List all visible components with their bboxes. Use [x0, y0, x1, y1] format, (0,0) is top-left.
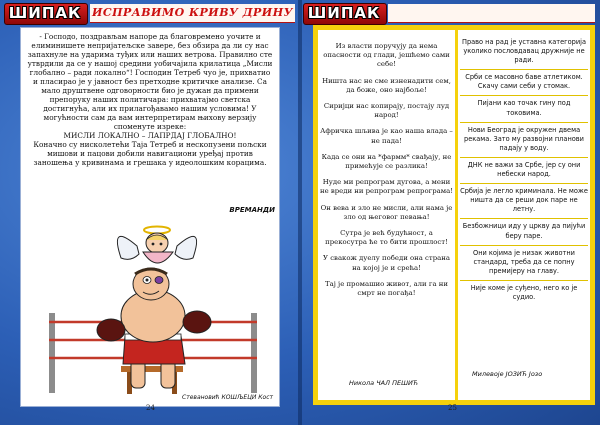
author-signature-left: Никола ЧАЛ ПЕШИЋ [349, 379, 418, 387]
aphorism: Афричка шљива је као наша влада – не пада! [320, 127, 453, 145]
aphorism: Срби се масовно баве атлетиком. Скачу сами себи у стомак. [460, 70, 588, 96]
aphorism: Сиријци нас копирају, постају луд народ! [323, 102, 450, 120]
logo-text: ШИПАК [8, 4, 82, 22]
aphorism: Србија је легло криминала. Не може ништа да се реши док паре не летну. [460, 184, 588, 219]
aphorism: Нуде ми репрограм дугова, а мени не вреди ни репрограм репрограма! [320, 178, 453, 196]
logo-text: ШИПАК [307, 4, 381, 22]
author-signature-right: Милевоје ЈОЗИЋ Јозо [472, 370, 543, 378]
aphorism: Право на рад је уставна категорија уколико пословдавац дружније не ради. [460, 35, 588, 70]
ring-post [251, 313, 257, 393]
aphorism: Безбожници иду у цркву да пијући беру паре. [460, 219, 588, 245]
header-title: ИСПРАВИМО КРИВУ ДРИНУ [90, 4, 295, 23]
page-spine [298, 0, 302, 425]
aphorism-column-right [458, 30, 590, 400]
article-paragraph: Коначно су нисколетећи Таја Тетреб и нескопузени пољски мишови и пацови добили навигациони уређај против заношења у кривинама и грешака у идеолошким корацима. [33, 140, 267, 167]
aphorism: Сутра је већ будућност, а прекосутра ће то бити прошлост! [325, 229, 448, 247]
boxing-glove [97, 319, 125, 341]
article-signature: ВРЕМАНДИ [229, 206, 275, 214]
aphorism: Из власти поручују да нема опасности од глади, јешћемо сами себе! [323, 42, 450, 69]
aphorism: Када се они на *фармм* свађају, не примећује се разлика! [321, 152, 452, 171]
page-number-left: 24 [146, 404, 155, 412]
logo-right [303, 3, 385, 23]
page-number-right: 25 [448, 404, 457, 412]
aphorism: Нови Београд је окружен двема рекама. Зато му развојни планови падају у воду. [460, 123, 588, 158]
aphorism-list [460, 35, 588, 306]
header-bar-right [388, 4, 595, 23]
aphorism: Они којима је низак животни стандард, треба да се попну премијеру на главу. [460, 246, 588, 281]
aphorism: Он вева и зло не мисли, али нама је зло од његовог певања! [320, 203, 453, 221]
ring-post [49, 313, 55, 393]
right-page [313, 25, 595, 405]
aphorism: Ништа нас не сме изненадити сем, да боже, оно најбоље! [322, 76, 451, 94]
aphorism-list [320, 42, 453, 305]
aphorism: ДНК не важи за Србе, јер су они небески народ. [460, 158, 588, 184]
aphorism: Пијани као точак гину под токовима. [460, 96, 588, 122]
article-paragraph: - Господо, поздрављам напоре да благовремено уочите и елиминишете непријатељске завере, без обзира да ли су нас запахнуле на ударима туђих или наших ветрова. Правилно сте утврдили да се у нашој средини уобичајила крилатица „Мисли глобално – ради локално“! Господин Тетреб чуо је, прихватио и пласирао је у јавност без претходне критичке анализе. Са мало друштвене одговорности био је дужан да примени препоруку наших политичара: прихватајмо светска достигнућа, али их прилагођавамо нашим условима! У могућности сам да вам интерпретирам њихову верзију споменуте изреке: [27, 32, 273, 131]
article-text [27, 32, 273, 167]
aphorism: Тај је промашио живот, али га ни смрт не погађа! [325, 279, 448, 298]
article-slogan: МИСЛИ ЛОКАЛНО – ЛАПРДАЈ ГЛОБАЛНО! [63, 131, 237, 140]
aphorism: Није коме је суђено, него ко је судио. [470, 283, 578, 301]
boxing-glove [183, 311, 211, 333]
logo-left [4, 3, 86, 23]
aphorism: У свакож дуелу победи она страна на којој је и срећа! [323, 254, 450, 272]
cartoon-signature: Стевановић КОШЉЕЦИ Кост [182, 394, 273, 401]
aphorism-column-left [318, 30, 455, 400]
left-page [20, 27, 280, 407]
boxing-cartoon [39, 218, 267, 398]
